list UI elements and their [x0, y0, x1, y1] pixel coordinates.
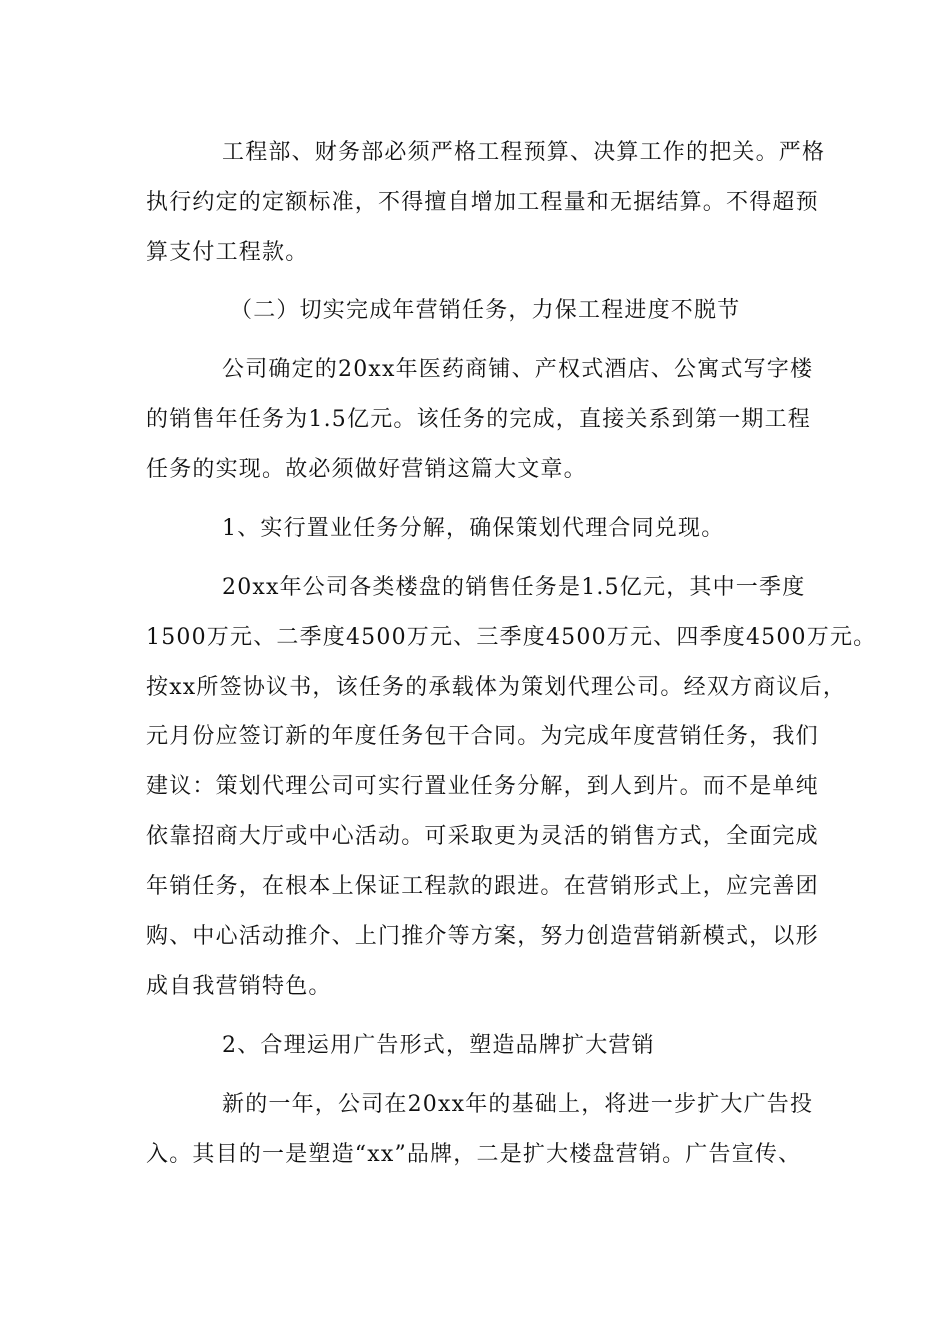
subsection-heading: 1、实行置业任务分解，确保策划代理合同兑现。 [222, 516, 725, 541]
paragraph-line: 购、中心活动推介、上门推介等方案，努力创造营销新模式，以形 [146, 924, 819, 949]
paragraph-line: 算支付工程款。 [146, 240, 309, 265]
paragraph-line: 的销售年任务为1.5亿元。该任务的完成，直接关系到第一期工程 [146, 407, 811, 432]
paragraph-line: 依靠招商大厅或中心活动。可采取更为灵活的销售方式，全面完成 [146, 824, 819, 849]
paragraph-line: 元月份应签订新的年度任务包干合同。为完成年度营销任务，我们 [146, 724, 819, 749]
paragraph-line: 1500万元、二季度4500万元、三季度4500万元、四季度4500万元。 [146, 625, 877, 650]
paragraph-line: 执行约定的定额标准，不得擅自增加工程量和无据结算。不得超预 [146, 190, 819, 215]
paragraph-line: 成自我营销特色。 [146, 974, 332, 999]
paragraph-line: 20xx年公司各类楼盘的销售任务是1.5亿元，其中一季度 [222, 575, 806, 600]
paragraph-line: 按xx所签协议书，该任务的承载体为策划代理公司。经双方商议后， [146, 675, 847, 700]
paragraph-line: 入。其目的一是塑造“xx”品牌，二是扩大楼盘营销。广告宣传、 [146, 1142, 802, 1167]
paragraph-line: 工程部、财务部必须严格工程预算、决算工作的把关。严格 [222, 140, 826, 165]
paragraph-line: 建议：策划代理公司可实行置业任务分解，到人到片。而不是单纯 [146, 774, 819, 799]
paragraph-line: 任务的实现。故必须做好营销这篇大文章。 [146, 457, 587, 482]
paragraph-line: 新的一年，公司在20xx年的基础上，将进一步扩大广告投 [222, 1092, 814, 1117]
paragraph-line: 年销任务，在根本上保证工程款的跟进。在营销形式上，应完善团 [146, 874, 819, 899]
subsection-heading: 2、合理运用广告形式，塑造品牌扩大营销 [222, 1033, 655, 1058]
section-heading: （二）切实完成年营销任务，力保工程进度不脱节 [230, 298, 741, 323]
paragraph-line: 公司确定的20xx年医药商铺、产权式酒店、公寓式写字楼 [222, 357, 814, 382]
